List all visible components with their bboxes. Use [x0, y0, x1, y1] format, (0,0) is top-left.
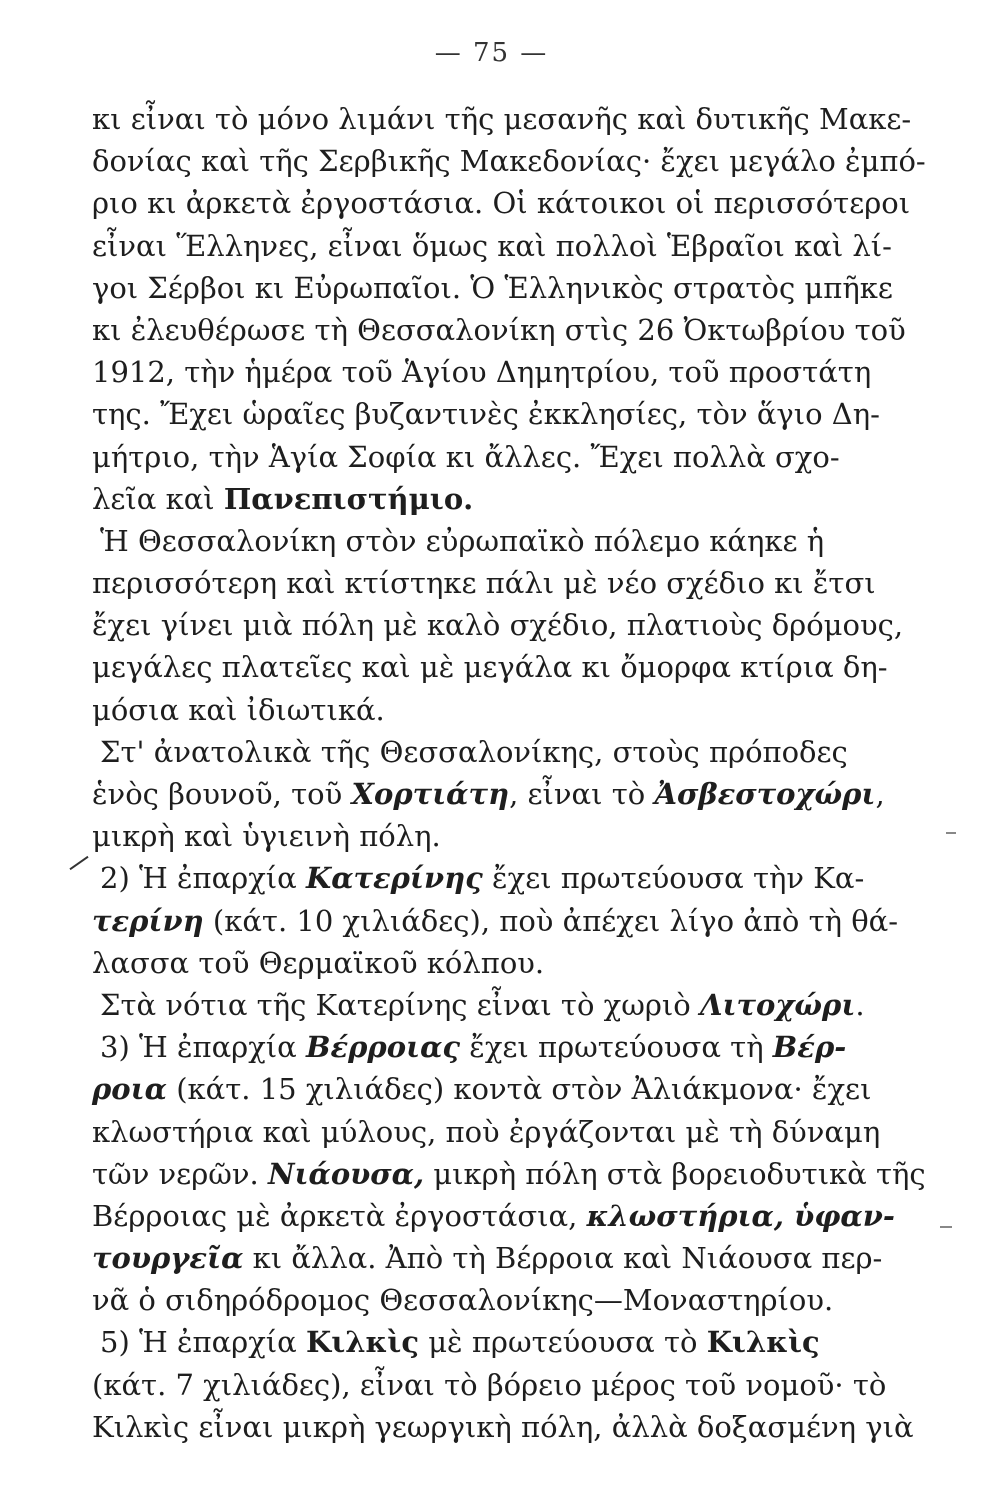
- text-line: [92, 225, 912, 267]
- text-segment: μικρὴ καὶ ὑγιεινὴ πόλη.: [92, 819, 441, 854]
- text-line: [92, 436, 912, 478]
- text-segment: ροια: [92, 1072, 167, 1107]
- text-line: [92, 689, 912, 731]
- text-line: [92, 182, 912, 224]
- text-segment: κλωστήρια καὶ μύλους, ποὺ ἐργάζονται μὲ τὴ δύναμη: [92, 1114, 881, 1149]
- text-segment: νᾶ ὁ σιδηρόδρομος Θεσσαλονίκης—Μοναστηρίου.: [92, 1283, 834, 1318]
- text-segment: 1912, τὴν ἡμέρα τοῦ Ἁγίου Δημητρίου, τοῦ προστάτη: [92, 355, 872, 390]
- text-segment: Βέρροιας: [305, 1030, 461, 1065]
- text-segment: Κατερίνης: [305, 861, 483, 896]
- text-line: [92, 900, 912, 942]
- text-segment: 5) Ἡ ἐπαρχία: [100, 1325, 306, 1360]
- text-segment: κλωστήρια, ὑφαν-: [586, 1198, 895, 1233]
- text-segment: της. Ἔχει ὡραῖες βυζαντινὲς ἐκκλησίες, τὸν ἅγιο Δη-: [92, 397, 880, 432]
- text-segment: 3) Ἡ ἐπαρχία: [100, 1030, 306, 1065]
- text-line: [92, 1279, 912, 1321]
- text-line: [92, 857, 912, 899]
- body-text: [92, 98, 926, 1448]
- text-segment: τουργεῖα: [92, 1241, 244, 1276]
- text-segment: τῶν νερῶν.: [92, 1156, 268, 1191]
- text-segment: (κάτ. 7 χιλιάδες), εἶναι τὸ βόρειο μέρος τοῦ νομοῦ· τὸ: [92, 1367, 887, 1402]
- text-segment: Πανεπιστήμιο.: [223, 481, 474, 516]
- text-line: [92, 1237, 912, 1279]
- text-segment: ,: [875, 777, 885, 811]
- text-segment: , εἶναι τὸ: [509, 777, 655, 811]
- text-line: [92, 1406, 912, 1448]
- text-segment: Στ' ἀνατολικὰ τῆς Θεσσαλονίκης, στοὺς πρόποδες: [100, 734, 848, 769]
- text-line: [92, 98, 912, 140]
- text-segment: εἶναι Ἕλληνες, εἶναι ὅμως καὶ πολλοὶ Ἑβραῖοι καὶ λί-: [92, 228, 892, 263]
- text-line: [92, 267, 912, 309]
- text-segment: (κάτ. 10 χιλιάδες), ποὺ ἀπέχει λίγο ἀπὸ τὴ θά-: [203, 903, 899, 938]
- text-line: [92, 773, 912, 815]
- text-line: [92, 140, 926, 182]
- margin-tick-mark: [940, 1226, 952, 1228]
- text-segment: μεγάλες πλατεῖες καὶ μὲ μεγάλα κι ὄμορφα κτίρια δη-: [92, 650, 888, 685]
- text-segment: μικρὴ πόλη στὰ βορειοδυτικὰ τῆς: [424, 1156, 926, 1191]
- margin-tick-mark: [946, 832, 956, 834]
- text-line: [92, 1153, 926, 1195]
- text-segment: ἑνὸς βουνοῦ, τοῦ: [92, 777, 352, 811]
- text-segment: Κιλκὶς εἶναι μικρὴ γεωργικὴ πόλη, ἀλλὰ δοξασμένη γιὰ: [92, 1409, 914, 1444]
- text-segment: Ἡ Θεσσαλονίκη στὸν εὐρωπαϊκὸ πόλεμο κάηκε ἡ: [100, 523, 825, 558]
- text-line: [92, 562, 912, 604]
- text-segment: τερίνη: [92, 903, 204, 938]
- text-segment: .: [855, 987, 865, 1022]
- text-segment: Στὰ νότια τῆς Κατερίνης εἶναι τὸ χωριὸ: [100, 987, 700, 1022]
- text-segment: Βέρ-: [772, 1030, 847, 1065]
- text-segment: Βέρροιας μὲ ἀρκετὰ ἐργοστάσια,: [92, 1198, 587, 1233]
- text-segment: Χορτιάτη: [351, 777, 510, 811]
- text-line: [92, 646, 912, 688]
- text-segment: δονίας καὶ τῆς Σερβικῆς Μακεδονίας· ἔχει μεγάλο ἐμπό-: [92, 144, 926, 179]
- text-line: [92, 309, 912, 351]
- text-segment: κι ἐλευθέρωσε τὴ Θεσσαλονίκη στὶς 26 Ὀκτωβρίου τοῦ: [92, 312, 906, 347]
- text-segment: μήτριο, τὴν Ἁγία Σοφία κι ἄλλες. Ἔχει πολλὰ σχο-: [92, 439, 840, 474]
- text-segment: (κάτ. 15 χιλιάδες) κοντὰ στὸν Ἀλιάκμονα· ἔχει: [166, 1072, 872, 1107]
- text-segment: 2) Ἡ ἐπαρχία: [100, 861, 306, 896]
- text-line: [92, 815, 912, 857]
- text-segment: ἔχει γίνει μιὰ πόλη μὲ καλὸ σχέδιο, πλατιοὺς δρόμους,: [92, 608, 904, 643]
- text-line: [92, 1111, 912, 1153]
- text-segment: κι ἄλλα. Ἀπὸ τὴ Βέρροια καὶ Νιάουσα περ-: [243, 1241, 883, 1276]
- text-segment: Κιλκὶς: [305, 1325, 419, 1360]
- text-segment: Λιτοχώρι: [699, 987, 856, 1022]
- text-line: [92, 478, 912, 520]
- text-line: [92, 1321, 912, 1363]
- text-line: [92, 604, 912, 646]
- text-segment: Νιάουσα,: [267, 1156, 425, 1191]
- text-line: [92, 1195, 912, 1237]
- text-line: [92, 731, 912, 773]
- text-segment: λεῖα καὶ: [92, 481, 224, 516]
- text-segment: περισσότερη καὶ κτίστηκε πάλι μὲ νέο σχέδιο κι ἔτσι: [92, 566, 876, 601]
- text-line: [92, 1068, 912, 1110]
- text-line: [92, 984, 912, 1026]
- text-segment: ριο κι ἀρκετὰ ἐργοστάσια. Οἱ κάτοικοι οἱ περισσότεροι: [92, 186, 911, 221]
- text-line: [92, 1026, 912, 1068]
- text-segment: γοι Σέρβοι κι Εὐρωπαῖοι. Ὁ Ἑλληνικὸς στρατὸς μπῆκε: [92, 270, 893, 305]
- text-line: [92, 351, 912, 393]
- text-segment: λασσα τοῦ Θερμαϊκοῦ κόλπου.: [92, 945, 545, 980]
- text-line: [92, 1364, 912, 1406]
- text-line: [92, 520, 912, 562]
- text-segment: μόσια καὶ ἰδιωτικά.: [92, 692, 385, 727]
- text-segment: ἔχει πρωτεύουσα τὴ: [460, 1030, 773, 1065]
- text-line: [92, 942, 912, 984]
- page-number: — 75 —: [434, 38, 549, 68]
- text-segment: κι εἶναι τὸ μόνο λιμάνι τῆς μεσανῆς καὶ δυτικῆς Μακε-: [92, 102, 912, 136]
- text-segment: Κιλκὶς: [706, 1325, 820, 1360]
- text-segment: Ἀσβεστοχώρι: [654, 777, 876, 811]
- text-segment: ἔχει πρωτεύουσα τὴν Κα-: [482, 861, 865, 896]
- text-line: [92, 393, 912, 435]
- text-segment: μὲ πρωτεύουσα τὸ: [418, 1325, 707, 1360]
- margin-pencil-mark: [69, 856, 88, 870]
